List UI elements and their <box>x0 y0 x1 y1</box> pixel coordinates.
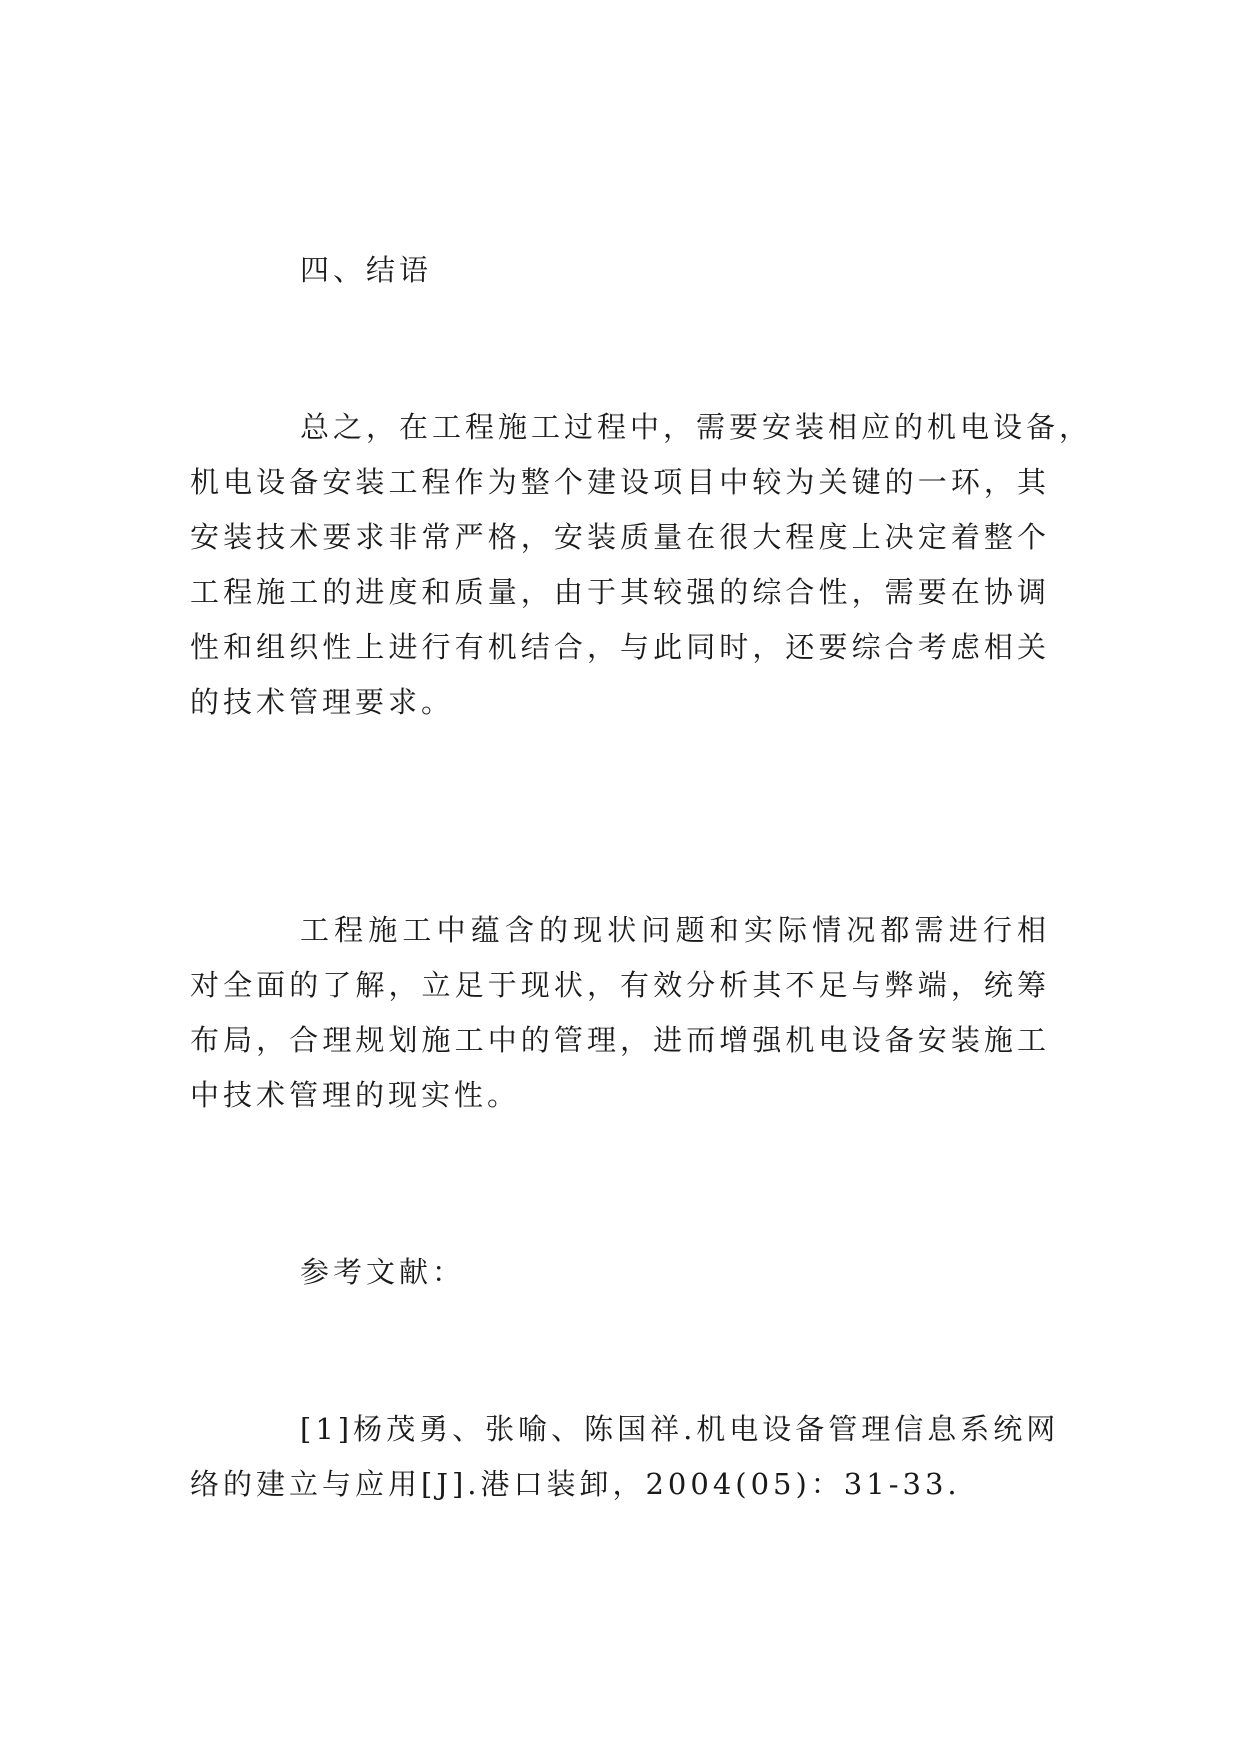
paragraph-line: 中技术管理的现实性。 <box>190 1078 521 1112</box>
paragraph-line: 的技术管理要求。 <box>190 685 455 719</box>
paragraph-line: 工程施工中蕴含的现状问题和实际情况都需进行相 <box>300 913 1050 947</box>
references-heading: 参考文献： <box>300 1255 466 1289</box>
analysis-paragraph <box>190 903 1050 1123</box>
paragraph-line: 安装技术要求非常严格，安装质量在很大程度上决定着整个 <box>190 520 1050 554</box>
paragraph-line: 性和组织性上进行有机结合，与此同时，还要综合考虑相关 <box>190 630 1050 664</box>
conclusion-paragraph <box>190 400 1093 730</box>
section-heading: 四、结语 <box>300 253 433 287</box>
reference-entry <box>190 1402 1060 1512</box>
reference-line: 络的建立与应用[J].港口装卸，2004(05)：31-33. <box>190 1467 961 1501</box>
paragraph-line: 对全面的了解，立足于现状，有效分析其不足与弊端，统筹 <box>190 968 1050 1002</box>
paragraph-line: 工程施工的进度和质量，由于其较强的综合性，需要在协调 <box>190 575 1050 609</box>
paragraph-line: 机电设备安装工程作为整个建设项目中较为关键的一环，其 <box>190 465 1050 499</box>
paragraph-line: 总之，在工程施工过程中，需要安装相应的机电设备， <box>300 410 1093 444</box>
paragraph-line: 布局，合理规划施工中的管理，进而增强机电设备安装施工 <box>190 1023 1050 1057</box>
reference-line: [1]杨茂勇、张喻、陈国祥.机电设备管理信息系统网 <box>300 1412 1060 1446</box>
